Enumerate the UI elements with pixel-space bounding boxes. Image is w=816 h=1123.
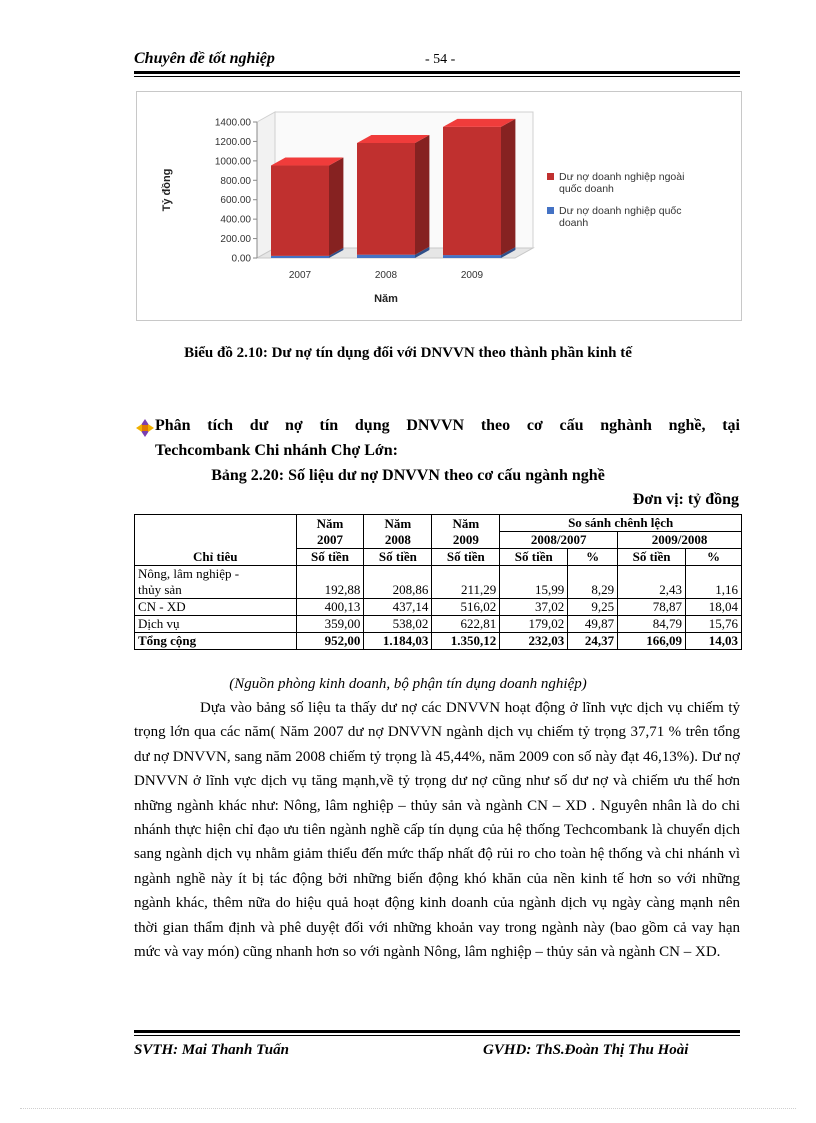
move-arrows-icon — [135, 418, 155, 438]
y-tick-label: 1200.00 — [214, 136, 251, 148]
page-number: - 54 - — [425, 52, 456, 67]
footer-advisor: GVHD: ThS.Đoàn Thị Thu Hoài — [483, 1042, 689, 1058]
footer-rule-thick — [134, 1030, 740, 1033]
table-row — [135, 566, 742, 599]
bar-front — [271, 256, 329, 258]
bar-front — [271, 166, 329, 256]
table-row-total — [135, 633, 742, 650]
table-row — [135, 599, 742, 616]
table-source: (Nguồn phòng kinh doanh, bộ phận tín dụng doanh nghiệp) — [229, 676, 587, 692]
table-title: Bảng 2.20: Số liệu dư nợ DNVVN theo cơ cấu ngành nghề — [211, 467, 605, 484]
legend-label: Dư nợ doanh nghiệp quốc — [559, 205, 682, 217]
cell: 1.184,03 — [364, 633, 432, 650]
cell: 538,02 — [364, 616, 432, 633]
cell: 2,43 — [618, 566, 686, 599]
bar-front — [443, 255, 501, 258]
cell: 37,02 — [500, 599, 568, 616]
cell: 24,37 — [568, 633, 618, 650]
cell: 208,86 — [364, 566, 432, 599]
chart-container — [136, 91, 742, 321]
cell: 952,00 — [296, 633, 364, 650]
legend-label: Dư nợ doanh nghiệp ngoài — [559, 171, 685, 183]
header-percent: % — [568, 549, 618, 566]
bar-side — [501, 119, 515, 255]
x-tick-label: 2007 — [288, 270, 312, 281]
row-label: Nông, lâm nghiệp - thủy sản — [135, 566, 297, 599]
cell: 622,81 — [432, 616, 500, 633]
section-heading-cont: Techcombank Chi nhánh Chợ Lớn: — [155, 442, 398, 459]
bar-side — [415, 135, 429, 255]
y-tick-label: 800.00 — [220, 175, 251, 187]
cell: 9,25 — [568, 599, 618, 616]
cell: 192,88 — [296, 566, 364, 599]
header-percent: % — [686, 549, 742, 566]
header-period-2008-2007: 2008/2007 — [500, 532, 618, 549]
cell: 166,09 — [618, 633, 686, 650]
bar-chart — [137, 92, 741, 320]
table-unit: Đơn vị: tỷ đồng — [632, 491, 739, 508]
x-tick-label: 2009 — [460, 270, 484, 281]
header-amount: Số tiền — [432, 549, 500, 566]
y-tick-label: 600.00 — [220, 195, 251, 207]
x-tick-label: 2008 — [374, 270, 398, 281]
footer-student: SVTH: Mai Thanh Tuấn — [134, 1042, 289, 1058]
row-label: Dịch vụ — [135, 616, 297, 633]
cell: 8,29 — [568, 566, 618, 599]
cell: 18,04 — [686, 599, 742, 616]
y-axis-label: Tỷ đồng — [161, 168, 173, 212]
legend-label: doanh — [559, 217, 589, 229]
header-year-2007: Năm 2007 — [296, 515, 364, 549]
bar-side — [329, 158, 343, 256]
header-period-2009-2008: 2009/2008 — [618, 532, 742, 549]
header-amount: Số tiền — [500, 549, 568, 566]
cell: 14,03 — [686, 633, 742, 650]
table-row — [135, 616, 742, 633]
body-paragraph: Dựa vào bảng số liệu ta thấy dư nợ các DNVVN hoạt động ở lĩnh vực dịch vụ chiếm tỷ trọng lớn qua các năm( Năm 2007 dư nợ DNVVN ngành dịch vụ chiếm tỷ trọng 37,71 % trên tổng dư nợ DNVVN, sang năm 2008 chiếm tỷ trọng là 45,44%, năm 2009 con số này đạt 46,13%). Dư nợ DNVVN ở lĩnh vực dịch vụ tăng mạnh,về tỷ trọng dư nợ cũng như số dư nợ và chiếm ưu thế hơn những ngành khác như: Nông, lâm nghiệp – thủy sản và ngành CN – XD . Nguyên nhân là do chi nhánh thực hiện chỉ đạo ưu tiên ngành nghề cấp tín dụng của hệ thống Techcombank là chuyển dịch sang ngành dịch vụ nhằm giảm thiểu đến mức thấp nhất độ rủi ro cho toàn hệ thống và chi nhánh vì ngành nghề này ít bị tác động bởi những biến động khó khăn của nền kinh tế hơn so với những ngành khác, thêm nữa do hiệu quả hoạt động kinh doanh của ngành dịch vụ ngày càng mạnh nên thời gian thẩm định và phê duyệt đối với những khoản vay trong ngành này (bao gồm cả vay hạn mức và vay món) cũng nhanh hơn so với ngành Nông, lâm nghiệp – thủy sản và ngành CN – XD. — [134, 700, 740, 961]
cell: 15,99 — [500, 566, 568, 599]
header-amount: Số tiền — [296, 549, 364, 566]
cell: 437,14 — [364, 599, 432, 616]
cell: 400,13 — [296, 599, 364, 616]
header-amount: Số tiền — [618, 549, 686, 566]
section-heading: Phân tích dư nợ tín dụng DNVVN theo cơ cấu nghành nghề, tại — [155, 417, 740, 434]
cell: 15,76 — [686, 616, 742, 633]
header-blank — [135, 515, 297, 549]
y-tick-label: 1000.00 — [214, 156, 251, 168]
y-tick-label: 1400.00 — [214, 117, 251, 129]
page-edge-dotted — [20, 1108, 796, 1109]
footer-rule-thin — [134, 1035, 740, 1036]
header-indicator: Chỉ tiêu — [135, 549, 297, 566]
cell: 84,79 — [618, 616, 686, 633]
cell: 232,03 — [500, 633, 568, 650]
header-year-2008: Năm 2008 — [364, 515, 432, 549]
header-rule-thick — [134, 71, 740, 74]
cell: 359,00 — [296, 616, 364, 633]
cell: 78,87 — [618, 599, 686, 616]
x-axis-label: Năm — [374, 293, 398, 305]
data-table — [134, 514, 742, 650]
y-tick-label: 400.00 — [220, 214, 251, 226]
bar-front — [357, 255, 415, 258]
y-tick-label: 0.00 — [231, 253, 251, 265]
cell: 211,29 — [432, 566, 500, 599]
bar-front — [357, 143, 415, 255]
y-tick-label: 200.00 — [220, 234, 251, 246]
cell: 49,87 — [568, 616, 618, 633]
cell: 1,16 — [686, 566, 742, 599]
cell: 516,02 — [432, 599, 500, 616]
row-label: CN - XD — [135, 599, 297, 616]
header-rule-thin — [134, 76, 740, 77]
legend-label: quốc doanh — [559, 183, 614, 195]
cell: 179,02 — [500, 616, 568, 633]
header-title: Chuyên đề tốt nghiệp — [134, 50, 275, 67]
cell: 1.350,12 — [432, 633, 500, 650]
header-amount: Số tiền — [364, 549, 432, 566]
header-year-2009: Năm 2009 — [432, 515, 500, 549]
bar-front — [443, 127, 501, 255]
row-label: Tổng cộng — [135, 633, 297, 650]
legend-swatch — [547, 173, 554, 180]
chart-caption: Biểu đồ 2.10: Dư nợ tín dụng đối với DNVVN theo thành phần kinh tế — [184, 345, 632, 361]
header-compare: So sánh chênh lệch — [500, 515, 742, 532]
legend-swatch — [547, 207, 554, 214]
